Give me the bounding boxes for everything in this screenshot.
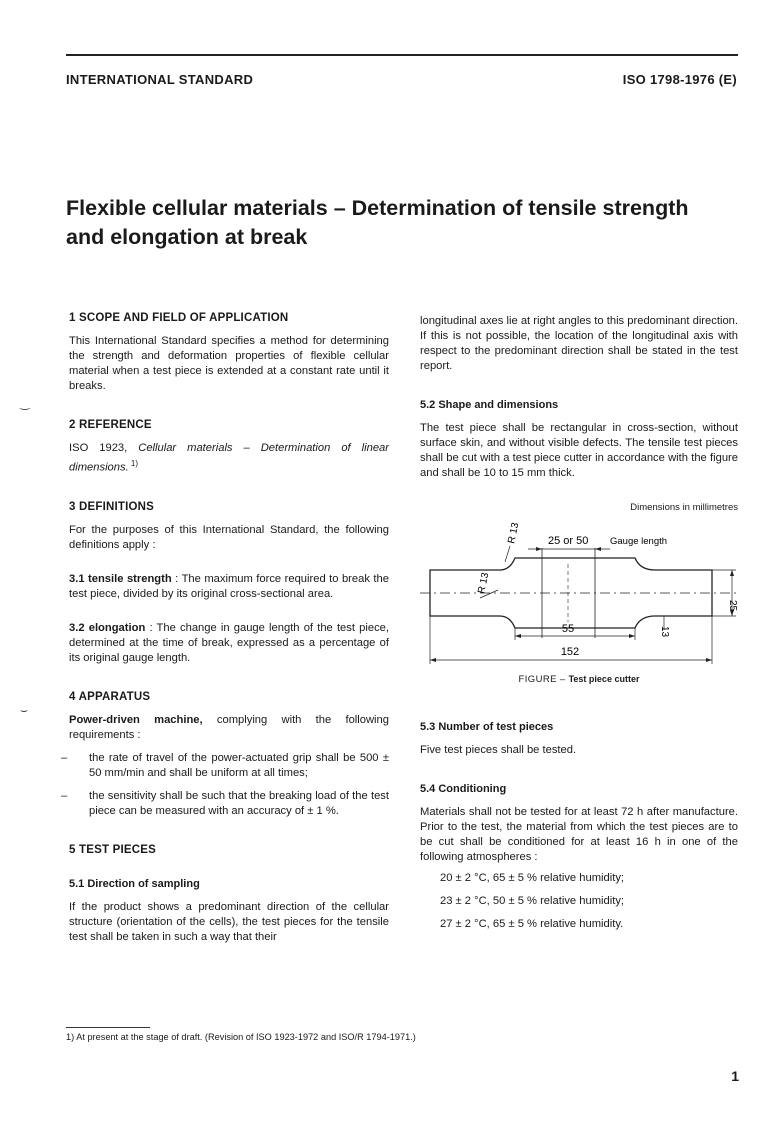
dim-13-label: 13 (659, 626, 670, 638)
section-heading: 5 TEST PIECES (69, 843, 156, 856)
figure (420, 500, 738, 720)
dim-25-label: 25 (727, 600, 738, 612)
page-title: Flexible cellular materials – Determination of tensile strength and elongation at break (66, 196, 689, 249)
list-item-text: the sensitivity shall be such that the breaking load of the test piece can be measured with an accuracy of ± 1 %. (89, 789, 389, 817)
section-heading: 3 DEFINITIONS (69, 500, 155, 513)
page-number: 1 (731, 1068, 739, 1084)
definition-tensile-strength (69, 572, 389, 602)
atmosphere-item: 27 ± 2 °C, 65 ± 5 % relative humidity. (440, 918, 624, 930)
list-item-text: the rate of travel of the power-actuated grip shall be 500 ± 50 mm/min and shall be uniform at all times; (89, 751, 389, 779)
header-doc-type: INTERNATIONAL STANDARD (66, 72, 254, 87)
figure-caption-title: Test piece cutter (568, 674, 640, 684)
footnote-marker: 1) (128, 459, 139, 468)
subsection-heading: 5.2 Shape and dimensions (420, 399, 559, 411)
apparatus-term: Power-driven machine, (69, 713, 203, 726)
list-item: – the rate of travel of the power-actuated grip shall be 500 ± 50 mm/min and shall be uniform at all times; (61, 751, 389, 779)
definition-term: 3.2 elongation (69, 621, 146, 634)
reference-plain: ISO 1923, (69, 442, 139, 454)
subsection-heading: 5.3 Number of test pieces (420, 721, 554, 733)
subsection-heading: 5.1 Direction of sampling (69, 877, 200, 890)
section-heading: 2 REFERENCE (69, 419, 152, 431)
paragraph: If the product shows a predominant direction of the cellular structure (orientation of the cells), the test pieces for the tensile test shall be taken in such a way that their (69, 900, 389, 943)
dimensions-note: Dimensions in millimetres (630, 502, 738, 513)
left-column (61, 311, 390, 945)
atmosphere-item: 23 ± 2 °C, 50 ± 5 % relative humidity; (440, 895, 625, 907)
definition-term: 3.1 tensile strength (69, 572, 172, 585)
margin-mark: ‿ (20, 396, 30, 410)
paragraph: Materials shall not be tested for at least 72 h after manufacture. Prior to the test, the material from which the test pieces are to be cut shall be conditioned for at least 16 h in one of the following atmospheres : (420, 806, 738, 863)
subsection-heading: 5.4 Conditioning (420, 783, 507, 795)
test-piece-cutter-diagram (420, 518, 738, 668)
dim-55-label: 55 (561, 623, 575, 635)
section-heading: 1 SCOPE AND FIELD OF APPLICATION (69, 312, 289, 324)
section-heading: 4 APPARATUS (69, 690, 151, 703)
apparatus-text: complying with the following requirements : (69, 713, 389, 741)
dim-152-label: 152 (560, 646, 580, 658)
radius-label-left: R 13 (476, 571, 492, 595)
paragraph: The test piece shall be rectangular in cross-section, without surface skin, and without visible defects. The tensile test pieces shall be cut with a test piece cutter in accordance with the figure and shall be 10 to 15 mm thick. (420, 422, 738, 479)
figure-caption (420, 672, 738, 687)
reference-title: Cellular materials – Determination of linear dimensions. (69, 442, 389, 474)
reference-entry (69, 441, 389, 476)
paragraph: longitudinal axes lie at right angles to this predominant direction. If this is not possible, the location of the longitudinal axis with respect to the predominant direction shall be stated in the test report. (420, 315, 738, 372)
gauge-label: 25 or 50 (548, 535, 589, 547)
definition-elongation (69, 621, 389, 666)
margin-mark: ⌣ (20, 703, 28, 717)
paragraph: For the purposes of this International Standard, the following definitions apply : (69, 523, 389, 551)
footnote: 1) At present at the stage of draft. (Revision of ISO 1923-1972 and ISO/R 1794-1971.) (66, 1032, 416, 1042)
definition-text: : The change in gauge length of the test piece, determined at the time of break, expressed as a percentage of its original gauge length. (69, 621, 390, 664)
definition-text: : The maximum force required to break the test piece, divided by its original cross-sectional area. (69, 572, 389, 600)
apparatus-paragraph (69, 713, 389, 743)
list-item: – the sensitivity shall be such that the breaking load of the test piece can be measured with an accuracy of ± 1 %. (61, 789, 389, 817)
paragraph: This International Standard specifies a method for determining the strength and deformation properties of flexible cellular material when a test piece is extended at a constant rate until it breaks. (69, 335, 389, 392)
figure-caption-prefix: FIGURE – (518, 674, 569, 685)
header-doc-number: ISO 1798-1976 (E) (622, 72, 737, 87)
gauge-length-label: Gauge length (610, 536, 668, 547)
paragraph: Five test pieces shall be tested. (420, 744, 577, 756)
atmosphere-item: 20 ± 2 °C, 65 ± 5 % relative humidity; (440, 872, 625, 884)
footnote-rule (66, 1027, 150, 1028)
radius-label-top: R 13 (506, 521, 522, 545)
right-column (420, 314, 738, 932)
header-rule (66, 54, 738, 56)
